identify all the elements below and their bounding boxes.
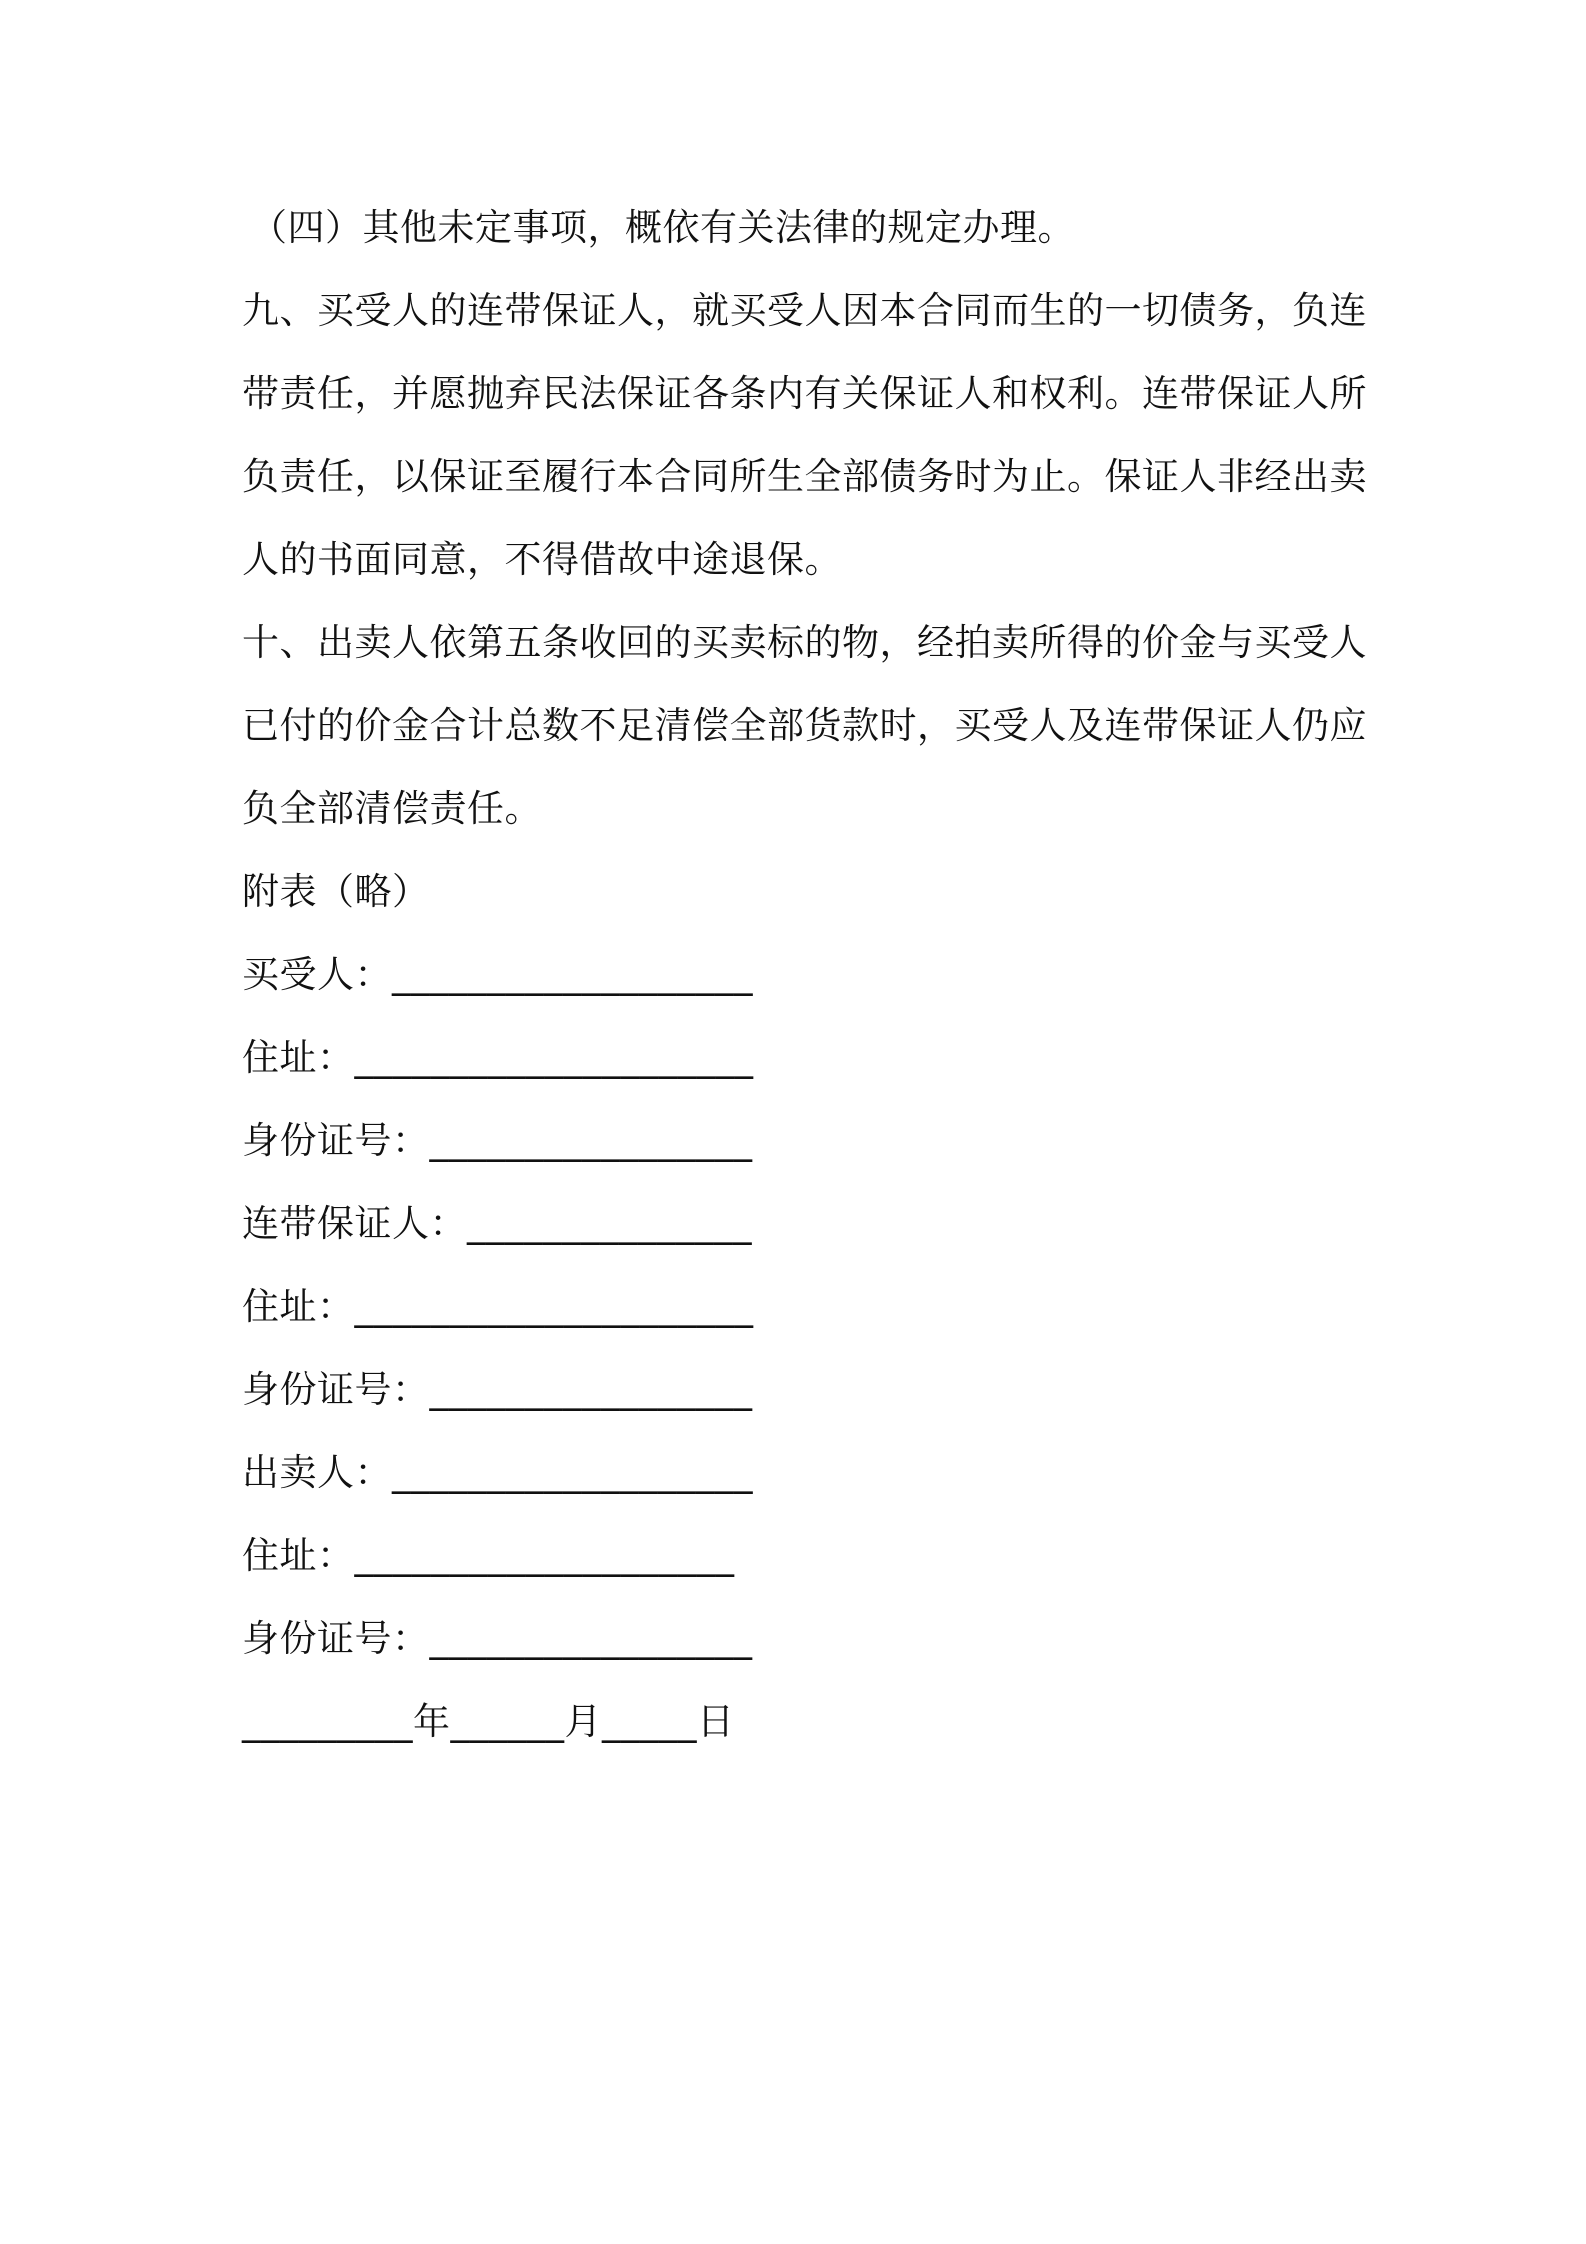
clause-9-line-4: 人的书面同意，不得借故中途退保。 bbox=[242, 538, 842, 581]
clause-9-line-1: 九、买受人的连带保证人，就买受人因本合同而生的一切债务，负连 bbox=[242, 289, 1367, 332]
clause-4: （四）其他未定事项，概依有关法律的规定办理。 bbox=[250, 206, 1075, 249]
seller-id-field: 身份证号：_________________ bbox=[242, 1617, 753, 1660]
buyer-address-field: 住址：_____________________ bbox=[242, 1036, 754, 1079]
date-line: _________年______月_____日 bbox=[242, 1700, 735, 1743]
clause-10-line-3: 负全部清偿责任。 bbox=[242, 787, 542, 830]
guarantor-field: 连带保证人：_______________ bbox=[242, 1202, 752, 1245]
guarantor-id-field: 身份证号：_________________ bbox=[242, 1368, 753, 1411]
appendix-note: 附表（略） bbox=[242, 870, 430, 913]
document-body bbox=[242, 186, 1367, 1763]
seller-field: 出卖人：___________________ bbox=[242, 1451, 753, 1494]
clause-9-line-3: 负责任，以保证至履行本合同所生全部债务时为止。保证人非经出卖 bbox=[242, 455, 1367, 498]
seller-address-field: 住址：____________________ bbox=[242, 1534, 735, 1577]
buyer-field: 买受人：___________________ bbox=[242, 953, 753, 996]
clause-10-line-1: 十、出卖人依第五条收回的买卖标的物，经拍卖所得的价金与买受人 bbox=[242, 621, 1367, 664]
clause-10-line-2: 已付的价金合计总数不足清偿全部货款时，买受人及连带保证人仍应 bbox=[242, 704, 1367, 747]
guarantor-address-field: 住址：_____________________ bbox=[242, 1285, 754, 1328]
clause-9-line-2: 带责任，并愿抛弃民法保证各条内有关保证人和权利。连带保证人所 bbox=[242, 372, 1367, 415]
buyer-id-field: 身份证号：_________________ bbox=[242, 1119, 753, 1162]
